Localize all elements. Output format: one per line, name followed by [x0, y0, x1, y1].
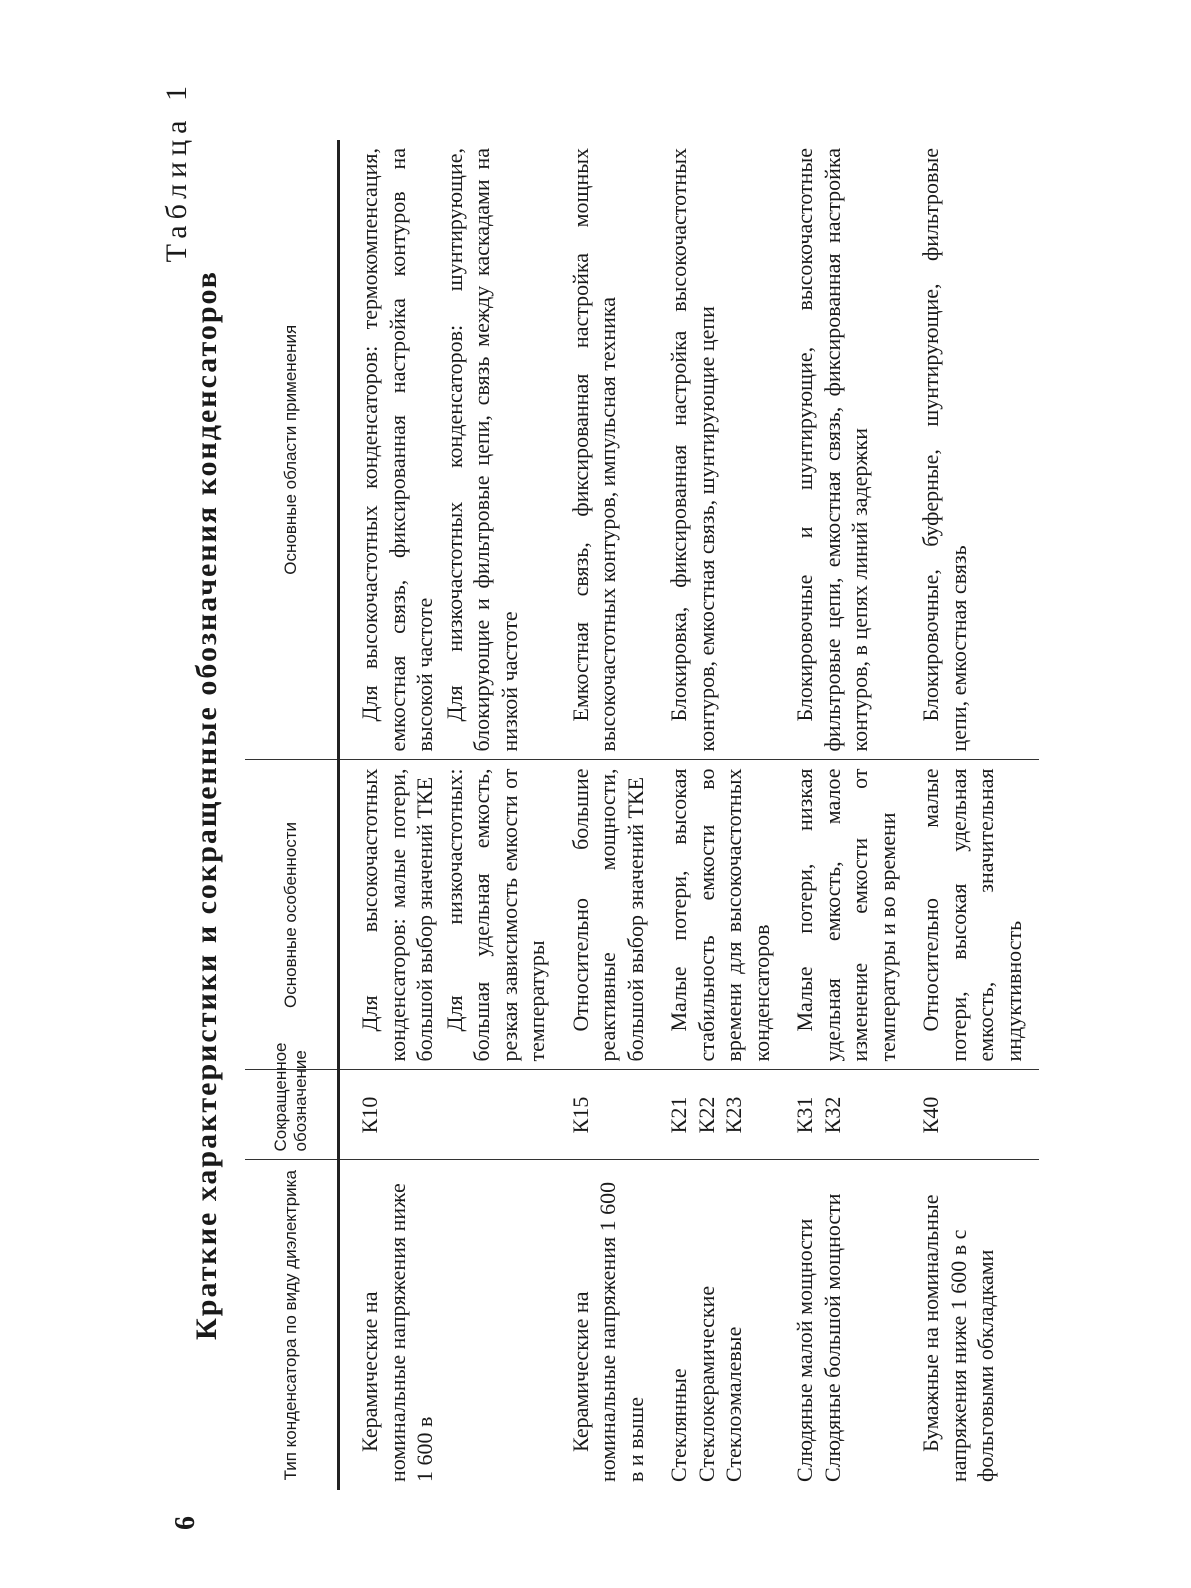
- cell-type: Керамические на номинальные напряжения ниже 1 600 в: [357, 1183, 437, 1482]
- cell-features: Малые потери, низкая удельная емкость, малое изменение емкости от температуры и во времени: [787, 760, 913, 1070]
- table-row: [339, 140, 563, 1490]
- cell-code: К21 К22 К23: [661, 1070, 787, 1160]
- cell-features: Относительно большие реактивные мощности, большой выбор значений ТКЕ: [563, 760, 662, 1070]
- cell-type: Бумажные на номинальные напряжения ниже 1 600 в с фольговыми обкладками: [918, 1194, 998, 1482]
- cell-code: К40: [913, 1070, 1039, 1160]
- cell-applications: Блокировочные и шунтирующие, высокочастотные фильтровые цепи, емкостная связь, фиксированная настройка контуров, в цепях линий задержки: [787, 140, 913, 760]
- cell-applications: Блокировочные, буферные, шунтирующие, фильтровые цепи, емкостная связь: [913, 140, 1039, 760]
- cell-features: Относительно малые потери, высокая удельная емкость, значительная индуктивность: [913, 760, 1039, 1070]
- table-label: Таблица 1: [160, 80, 193, 263]
- cell-type: Керамические на номинальные напряжения 1 600 в и выше: [567, 1181, 648, 1482]
- table-row: [913, 140, 1039, 1490]
- table-row: [787, 140, 913, 1490]
- cell-applications: Блокировка, фиксированная настройка высокочастотных контуров, емкостная связь, шунтирующие цепи: [661, 140, 787, 760]
- table-row: [563, 140, 662, 1490]
- header-type: Тип конденсатора по виду диэлектрика: [245, 1160, 339, 1490]
- rotated-page: [150, 80, 1050, 1530]
- cell-type: Стеклянные Стеклокерамические Стеклоэмалевые: [666, 1285, 746, 1482]
- cell-type: Слюдяные малой мощности Слюдяные большой мощности: [792, 1193, 845, 1482]
- table-title: Краткие характеристики и сокращенные обозначения конденсаторов: [190, 270, 223, 1340]
- header-applications: Основные области применения: [245, 140, 339, 760]
- cell-applications: Для высокочастотных конденсаторов: термокомпенсация, емкостная связь, фиксированная настройка контуров на высокой частоте Для низкочастотных конденсаторов: шунтирующие, блокирующие и фильтровые цепи, связь между каскадами на низкой частоте: [339, 140, 563, 760]
- cell-code: К31 К32: [787, 1070, 913, 1160]
- cell-features: Для высокочастотных конденсаторов: малые потери, большой выбор значений ТКЕ Для низкочастотных: большая удельная емкость, резкая зависимость емкости от температуры: [339, 760, 563, 1070]
- cell-code: К15: [563, 1070, 662, 1160]
- cell-applications: Емкостная связь, фиксированная настройка мощных высокочастотных контуров, импульсная техника: [563, 140, 662, 760]
- page-number: 6: [170, 1516, 201, 1530]
- capacitor-table: [245, 140, 1039, 1490]
- table-row: [661, 140, 787, 1490]
- header-row: [245, 140, 339, 1490]
- cell-code: К10: [339, 1070, 563, 1160]
- header-features: Основные особенности: [245, 760, 339, 1070]
- cell-features: Малые потери, высокая стабильность емкости во времени для высокочастотных конденсаторов: [661, 760, 787, 1070]
- header-code: Сокращенное обозначение: [245, 1070, 339, 1160]
